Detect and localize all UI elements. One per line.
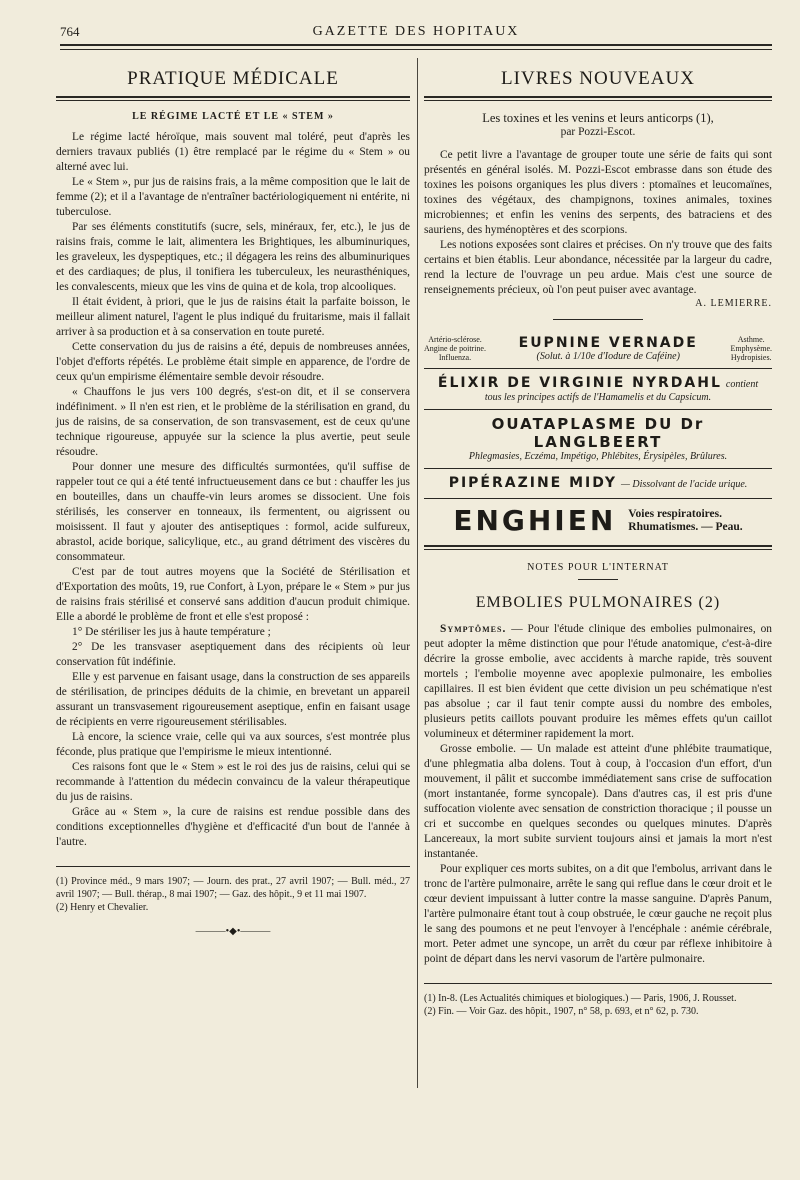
ad-piperazine-tail: — Dissolvant de l'acide urique. [621, 479, 748, 490]
section-title-livres: LIVRES NOUVEAUX [501, 68, 695, 89]
embolies-title: EMBOLIES PULMONAIRES (2) [475, 594, 721, 611]
footnote: (1) In-8. (Les Actualités chimiques et biologiques.) — Paris, 1906, J. Rousset. [424, 993, 737, 1004]
article-subtitle: LE RÉGIME LACTÉ ET LE « STEM » [132, 111, 334, 122]
paragraph: Là encore, la science vraie, celle qui va aux sources, s'est montrée plus féconde, plus pratique que l'empirisme le mieux intentionné. [56, 731, 410, 758]
book-title: Les toxines et les venins et leurs anticorps (1), [482, 111, 714, 125]
ad-piperazine-name: PIPÉRAZINE MIDY [448, 475, 617, 491]
article-body [56, 130, 410, 850]
paragraph: Pour expliquer ces morts subites, on a dit que l'embolus, arrivant dans le tronc de l'artère pulmonaire, arrête le sang qui reflue dans le cœur droit et le cœur devient impuissant à lutter contre la masse sanguine. D'après Panum, l'artère pulmonaire étant tout à coup obstruée, le cœur gauche ne reçoit plus le sang des poumons et ne peut l'envoyer à l'encéphale : anémie cérébrale, mort. Peter admet une syncope, un arrêt du cœur par réflexe inhibitoire à point de départ dans les nervi vasorum de l'artère pulmonaire. [424, 863, 772, 965]
ad-elixir-tail: contient [725, 379, 759, 390]
ad-eupnine-name: EUPNINE VERNADE [518, 335, 698, 351]
paragraph: 2° De les transvaser aseptiquement dans des récipients où leur conservation fût indéfinie. [56, 641, 410, 668]
advertisements [424, 330, 772, 543]
ad-elixir [424, 368, 772, 409]
notes-internat-title: NOTES POUR L'INTERNAT [527, 562, 669, 573]
section-rule [56, 96, 410, 101]
column-divider [417, 58, 418, 1088]
ad-eupnine-sub: (Solut. à 1/10e d'Iodure de Caféine) [536, 351, 680, 362]
section-title-pratique: PRATIQUE MÉDICALE [127, 68, 339, 89]
paragraph: Il était évident, à priori, que le jus de raisins était la parfaite boisson, le meilleur aliment naturel, l'agent le plus indiqué du fruitarisme, mais il fallait arriver à sa production et à sa conservation en toute pureté. [56, 296, 410, 338]
ad-eupnine-indications-right: Asthme. Emphysème. Hydropisies. [730, 335, 772, 362]
paragraph: Elle y est parvenue en faisant usage, dans la construction de ses appareils de stérilisation, de principes déduits de la chimie, en brevetant un appareil assurant un transvasement rigoureusement aseptique, enfin en faisant usage de récipients en verre rigoureusement stérilisables. [56, 671, 410, 728]
paragraph: Ces raisons font que le « Stem » est le roi des jus de raisins, celui qui se recommande à l'attention du médecin convaincu de la valeur thérapeutique du jus de raisins. [56, 761, 410, 803]
ad-eupnine-main [519, 335, 698, 362]
footnotes [424, 983, 772, 1018]
right-column [424, 58, 772, 1180]
section-rule [424, 545, 772, 550]
header-rule-thin [60, 49, 772, 50]
footnote: (2) Fin. — Voir Gaz. des hôpit., 1907, n° 58, p. 693, et n° 62, p. 730. [424, 1006, 699, 1017]
ad-elixir-name: ÉLIXIR DE VIRGINIE NYRDAHL [437, 375, 722, 391]
ad-ouataplasme [424, 409, 772, 468]
section-rule [424, 96, 772, 101]
paragraph: C'est par de tout autres moyens que la Société de Stérilisation et d'Exportation des moûts, 19, rue Confort, à Lyon, prépare le « Stem » pur jus de raisins frais stérilisé et conservé sans addition d'aucun produit chimique. Elle a abordé le problème de front et elle s'est proposé : [56, 566, 410, 623]
paragraph: Les notions exposées sont claires et précises. On n'y trouve que des faits certains et bien établis. Leur abondance, nécessitée par la largeur du cadre, rend la lecture de l'ouvrage un peu ardue. Mais c'est une source de renseignements précieux, où l'on peut puiser avec avantage. [424, 239, 772, 296]
paragraph: Symptômes. — Pour l'étude clinique des embolies pulmonaires, on peut adopter la même distinction que pour l'étude anatomique, c'est-à-dire décrire la grosse embolie, avec accidents à marche rapide, très souvent mortels ; l'embolie moyenne avec apoplexie pulmonaire, les embolies capillaires. Il est bien évident que cette division un peu schématique n'est pas absolue ; car il faut tenir compte aussi du nombre des emboles, plusieurs petits caillots pouvant produire les mêmes effets qu'un caillot volumineux et déterminer rapidement la mort. [424, 623, 772, 740]
ad-eupnine-indications-left: Artério-sclérose. Angine de poitrine. Influenza. [424, 335, 486, 362]
ad-enghien-name: ENGHIEN [453, 504, 617, 537]
paragraph: 1° De stériliser les jus à haute température ; [72, 626, 271, 638]
footnote: (2) Henry et Chevalier. [56, 902, 149, 913]
ad-enghien-indications: Voies respiratoires. Rhumatismes. — Peau. [628, 507, 743, 533]
paragraph: Le « Stem », pur jus de raisins frais, a la même composition que le lait de femme (2); et il a l'avantage de n'entraîner bactériologiquement ni entérite, ni tuberculose. [56, 176, 410, 218]
paragraph: Cette conservation du jus de raisins a été, depuis de nombreuses années, l'objet d'efforts répétés. Le problème était simple en apparence, de l'ordre de ceux qu'un empirisme élémentaire semble devoir résoudre. [56, 341, 410, 383]
paragraph: « Chauffons le jus vers 100 degrés, s'est-on dit, et il se conservera indéfiniment. » Il n'en est rien, et le problème de la stérilisation en grand, du jus de raisins, de sa conservation, de son transvasement, est de ceux qu'une technique rigoureuse, appuyée sur la science la plus avertie, peut seule résoudre. [56, 386, 410, 458]
ad-ouataplasme-line: Phlegmasies, Eczéma, Impétigo, Phlébites, Érysipèles, Brûlures. [468, 451, 728, 462]
ad-ouataplasme-name: OUATAPLASME DU Dr LANGLBEERT [491, 415, 705, 451]
book-author: par Pozzi-Escot. [560, 126, 636, 138]
paragraph: Grâce au « Stem », la cure de raisins est rendue possible dans des conditions exceptionnelles d'hygiène et d'efficacité d'un bout de l'année à l'autre. [56, 806, 410, 848]
header-rule [60, 44, 772, 46]
footnote: (1) Province méd., 9 mars 1907; — Journ. des prat., 27 avril 1907; — Bull. méd., 27 avril 1907; — Bull. thérap., 8 mai 1907; — Gaz. des hôpit., 9 et 11 mai 1907. [56, 876, 410, 900]
page-number: 764 [60, 24, 80, 39]
paragraph: Par ses éléments constitutifs (sucre, sels, minéraux, fer, etc.), le jus de raisins frais, comme le lait, alimentera les Brightiques, les albuminuriques, les graveleux, les dyspeptiques, etc.; il dégagera les reins des albuminuriques et des cardiaques; de plus, il tonifiera les tuberculeux, les neurasthéniques, les convalescents, mieux que les vins de quina et de kola, trop alcooliques. [56, 221, 410, 293]
paragraph: Le régime lacté héroïque, mais souvent mal toléré, peut d'après les derniers travaux publiés (1) être remplacé par le régime du « Stem » ou alterné avec lui. [56, 131, 410, 173]
paragraph: Grosse embolie. — Un malade est atteint d'une phlébite traumatique, d'une phlegmatia alba dolens. Tout à coup, à l'occasion d'un effort, d'un mouvement, il pâlit et succombe immédiatement sans crise de suffocation (mort instantanée, forme syncopale). Dans d'autres cas, il est pris d'une suffocation violente avec sensation de constriction thoracique ; il pousse un cri et succombe en quelques secondes ou quelques minutes. D'après Lancereaux, la mort subite survient toujours ainsi et jamais la mort n'est instantanée. [424, 743, 772, 860]
review-signature: A. LEMIERRE. [695, 298, 772, 309]
left-column [56, 58, 410, 1180]
ad-eupnine [424, 330, 772, 368]
journal-title: GAZETTE DES HOPITAUX [312, 24, 520, 39]
separator [553, 319, 643, 320]
separator [578, 579, 618, 580]
footnotes [56, 866, 410, 914]
paragraph: Pour donner une mesure des difficultés surmontées, qu'il suffise de rappeler tout ce qui a été tenté infructueusement dans ce but : chauffer les jus en bouteilles, dans un chauffe-vin leurs aromes se dissocient. Une fois stérilisés, les conserver en tonneaux, ils fermentent, ou aigrissent ou moisissent. Il faut y ajouter des antiseptiques : formol, acide sulfureux, abrastol, acide borique, salicylique, etc., au grand détriment des viscères du consommateur. [56, 461, 410, 563]
ad-enghien [424, 498, 772, 543]
ad-elixir-line: tous les principes actifs de l'Hamamelis et du Capsicum. [484, 392, 712, 403]
paragraph: Ce petit livre a l'avantage de grouper toute une série de faits qui sont présentés en général isolés. M. Pozzi-Escot embrasse dans son étude des toxines les poisons organiques les plus divers : ptomaïnes et leucomaïnes, toxines des végétaux, des champignons, toxines animales, toxines microbiennes; et enfin les venins des serpents, des batraciens et des sauriens, des hyménoptères et des scorpions. [424, 149, 772, 236]
symptomes-label: Symptômes. [440, 623, 507, 635]
end-ornament: ———•◆•——— [195, 926, 271, 937]
ad-piperazine [424, 468, 772, 498]
